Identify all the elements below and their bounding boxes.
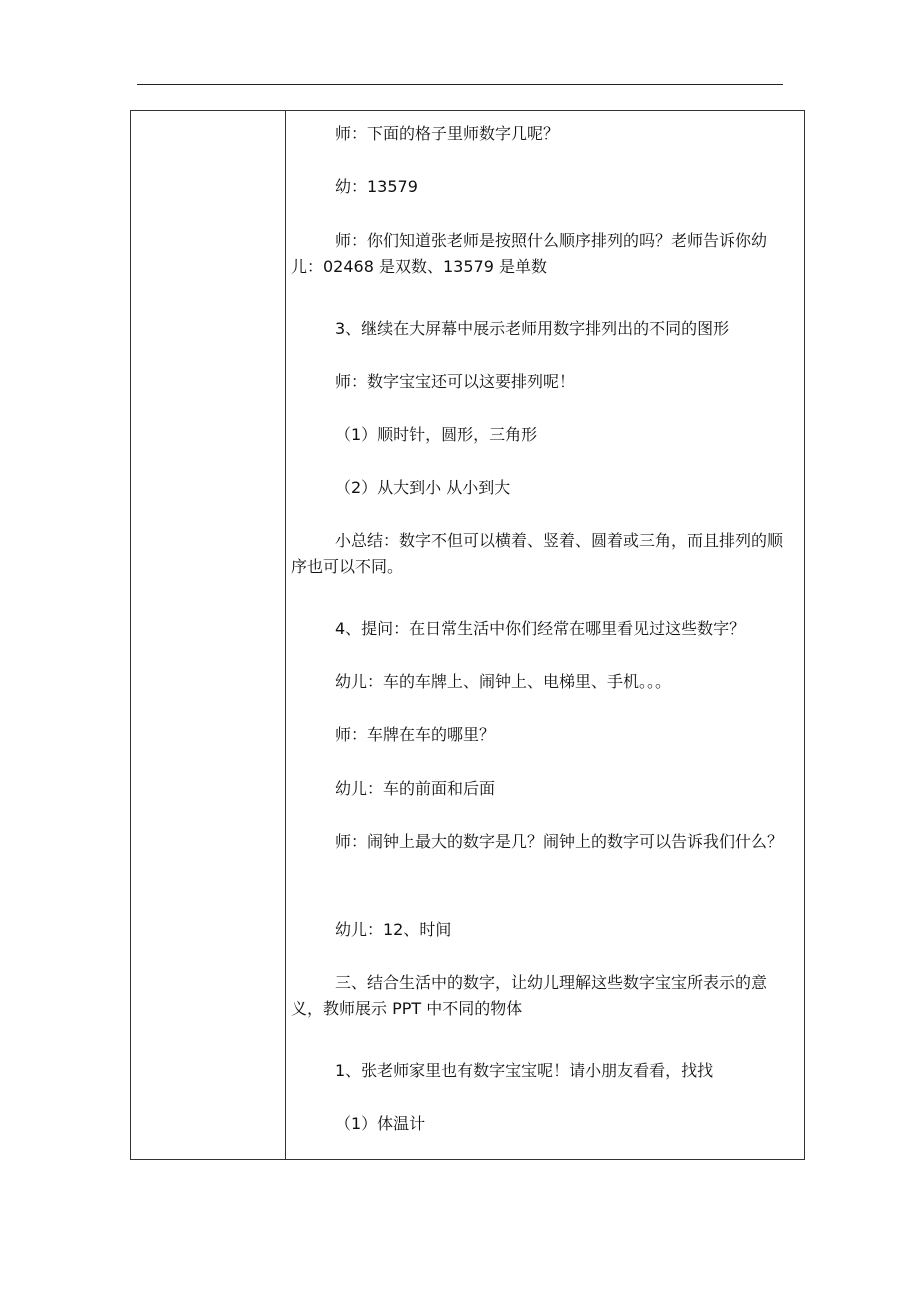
paragraph: 三、结合生活中的数字，让幼儿理解这些数字宝宝所表示的意义，教师展示 PPT 中不同的物体 bbox=[291, 973, 768, 1018]
paragraph: 幼儿：车的前面和后面 bbox=[335, 779, 496, 798]
paragraph: 师：你们知道张老师是按照什么顺序排列的吗？老师告诉你幼儿：02468 是双数、13579 是单数 bbox=[291, 231, 768, 276]
paragraph: 师：车牌在车的哪里？ bbox=[335, 725, 496, 744]
paragraph: 幼：13579 bbox=[335, 177, 418, 196]
paragraph: （2）从大到小 从小到大 bbox=[335, 478, 511, 497]
header-rule bbox=[137, 84, 783, 85]
paragraph: 4、提问：在日常生活中你们经常在哪里看见过这些数字？ bbox=[335, 619, 746, 638]
paragraph: （1）顺时针，圆形，三角形 bbox=[335, 425, 538, 444]
paragraph: 师：数字宝宝还可以这要排列呢！ bbox=[335, 372, 576, 391]
paragraph: 幼儿：12、时间 bbox=[335, 920, 452, 939]
paragraph: （1）体温计 bbox=[335, 1114, 426, 1133]
paragraph: 师：下面的格子里师数字几呢？ bbox=[335, 124, 560, 143]
paragraph: 幼儿：车的车牌上、闹钟上、电梯里、手机。。。 bbox=[335, 672, 672, 691]
paragraph: 师：闹钟上最大的数字是几？闹钟上的数字可以告诉我们什么？ bbox=[335, 832, 784, 851]
paragraph: 3、继续在大屏幕中展示老师用数字排列出的不同的图形 bbox=[335, 319, 730, 338]
table-left-column bbox=[131, 111, 286, 1159]
lesson-table bbox=[130, 110, 805, 1160]
paragraph: 1、张老师家里也有数字宝宝呢！请小朋友看看，找找 bbox=[335, 1061, 714, 1080]
paragraph: 小总结：数字不但可以横着、竖着、圆着或三角，而且排列的顺序也可以不同。 bbox=[291, 531, 784, 576]
